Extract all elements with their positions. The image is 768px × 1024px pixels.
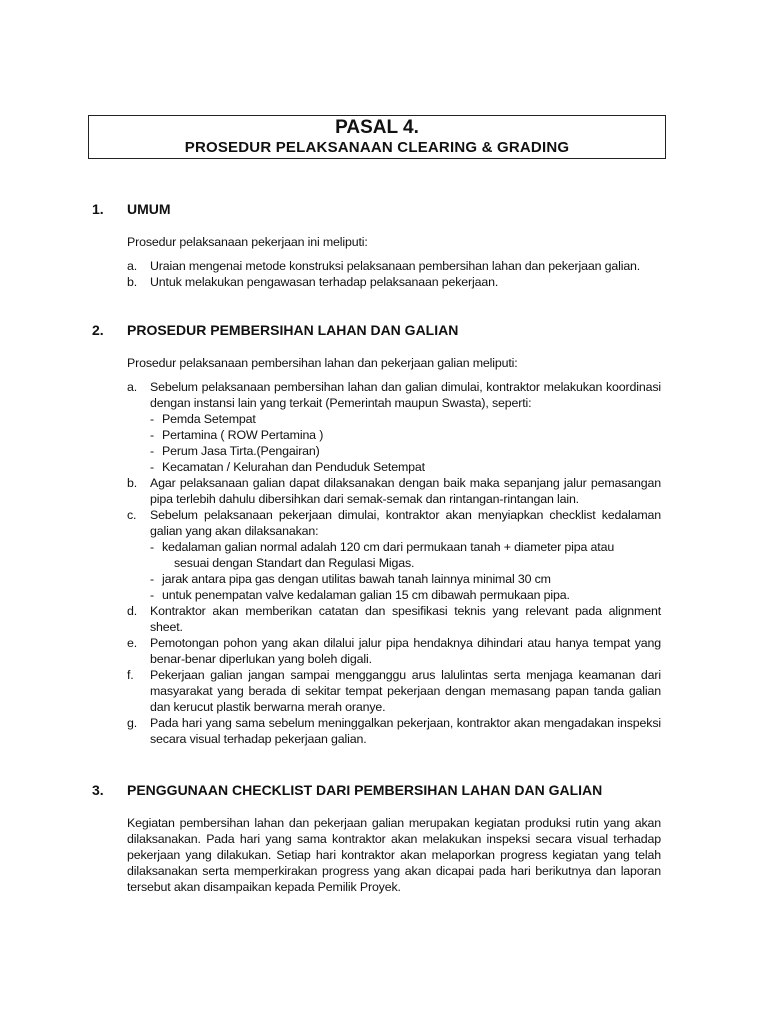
dash-marker: -: [150, 540, 154, 554]
list-item: [127, 258, 661, 274]
dash-marker: -: [150, 412, 154, 426]
list-marker: c.: [127, 508, 137, 522]
list-item-text: Pemotongan pohon yang akan dilalui jalur pipa hendaknya dihindari atau hanya tempat yang benar-benar diperlukan yang boleh digali.: [150, 636, 661, 666]
sub-item: - jarak antara pipa gas dengan utilitas bawah tanah lainnya minimal 30 cm: [150, 572, 551, 586]
list-item: [127, 603, 661, 635]
list-item: [127, 379, 661, 475]
sub-item: - Perum Jasa Tirta.(Pengairan): [150, 444, 320, 458]
sub-item: - untuk penempatan valve kedalaman galian 15 cm dibawah permukaan pipa.: [150, 588, 570, 602]
list-item-text: Pekerjaan galian jangan sampai mengganggu arus lalulintas serta menjaga keamanan dari masyarakat yang berada di sekitar tempat pekerjaan dengan memasang papan tanda galian dan kerucut plastik berwarna merah oranye.: [150, 668, 661, 714]
list-item: [127, 715, 661, 747]
page-subtitle: PROSEDUR PELAKSANAAN CLEARING & GRADING: [184, 139, 570, 156]
list-marker: a.: [127, 380, 138, 394]
section-3-paragraph: Kegiatan pembersihan lahan dan pekerjaan galian merupakan kegiatan produksi rutin yang akan dilaksanakan. Pada hari yang sama kontraktor akan melakukan inspeksi secara visual terhadap pekerjaan yang dilakukan. Setiap hari kontraktor akan melaporkan progress kegiatan yang telah dilaksanakan serta memperkirakan progress yang akan dicapai pada hari berikutnya dan laporan tersebut akan disampaikan kepada Pemilik Proyek.: [127, 816, 661, 894]
page-title: PASAL 4.: [335, 117, 419, 138]
dash-marker: -: [150, 428, 154, 442]
list-item-text: Pada hari yang sama sebelum meninggalkan pekerjaan, kontraktor akan mengadakan inspeksi secara visual terhadap pekerjaan galian.: [150, 716, 661, 746]
section-2-intro: Prosedur pelaksanaan pembersihan lahan dan pekerjaan galian meliputi:: [127, 356, 518, 370]
section-2-list: [127, 379, 661, 747]
section-3-title: PENGGUNAAN CHECKLIST DARI PEMBERSIHAN LAHAN DAN GALIAN: [127, 782, 603, 798]
section-2-number: 2.: [92, 322, 104, 338]
list-marker: e.: [127, 636, 138, 650]
section-3-number: 3.: [92, 782, 104, 798]
list-marker: d.: [127, 604, 138, 618]
list-item-text: Untuk melakukan pengawasan terhadap pelaksanaan pekerjaan.: [150, 275, 499, 289]
list-item-text: Agar pelaksanaan galian dapat dilaksanakan dengan baik maka sepanjang jalur pemasangan pipa terlebih dahulu dibersihkan dari semak-semak dan rintangan-rintangan lain.: [150, 476, 661, 506]
list-item: [127, 475, 661, 507]
dash-marker: -: [150, 460, 154, 474]
sub-item: - Pertamina ( ROW Pertamina ): [150, 428, 324, 442]
sub-item: - Kecamatan / Kelurahan dan Penduduk Setempat: [150, 460, 425, 474]
list-item-text: Sebelum pelaksanaan pembersihan lahan dan galian dimulai, kontraktor melakukan koordinasi dengan instansi lain yang terkait (Pemerintah maupun Swasta), seperti:: [150, 380, 661, 410]
section-1-title: UMUM: [127, 201, 171, 217]
list-item-text: Kontraktor akan memberikan catatan dan spesifikasi teknis yang relevant pada alignment sheet.: [150, 604, 661, 634]
sub-item-continuation: sesuai dengan Standart dan Regulasi Migas.: [174, 556, 415, 570]
section-1-number: 1.: [92, 201, 104, 217]
list-marker: g.: [127, 716, 138, 730]
list-item: [127, 667, 661, 715]
dash-marker: -: [150, 444, 154, 458]
list-item: [127, 635, 661, 667]
list-item: [127, 507, 661, 603]
section-2-title: PROSEDUR PEMBERSIHAN LAHAN DAN GALIAN: [127, 322, 459, 338]
list-marker: b.: [127, 275, 138, 289]
sub-item: - kedalaman galian normal adalah 120 cm dari permukaan tanah + diameter pipa atau: [150, 540, 615, 554]
list-item-text: Uraian mengenai metode konstruksi pelaksanaan pembersihan lahan dan pekerjaan galian.: [150, 259, 641, 273]
title-box: [88, 115, 666, 159]
dash-marker: -: [150, 572, 154, 586]
sub-item: - Pemda Setempat: [150, 412, 256, 426]
list-marker: a.: [127, 259, 138, 273]
list-item: [127, 274, 661, 290]
dash-marker: -: [150, 588, 154, 602]
list-marker: f.: [127, 668, 134, 682]
list-marker: b.: [127, 476, 138, 490]
list-item-text: Sebelum pelaksanaan pekerjaan dimulai, kontraktor akan menyiapkan checklist kedalaman galian yang akan dilaksanakan:: [150, 508, 661, 538]
section-1-intro: Prosedur pelaksanaan pekerjaan ini meliputi:: [127, 235, 368, 249]
section-1-list: [127, 258, 661, 290]
